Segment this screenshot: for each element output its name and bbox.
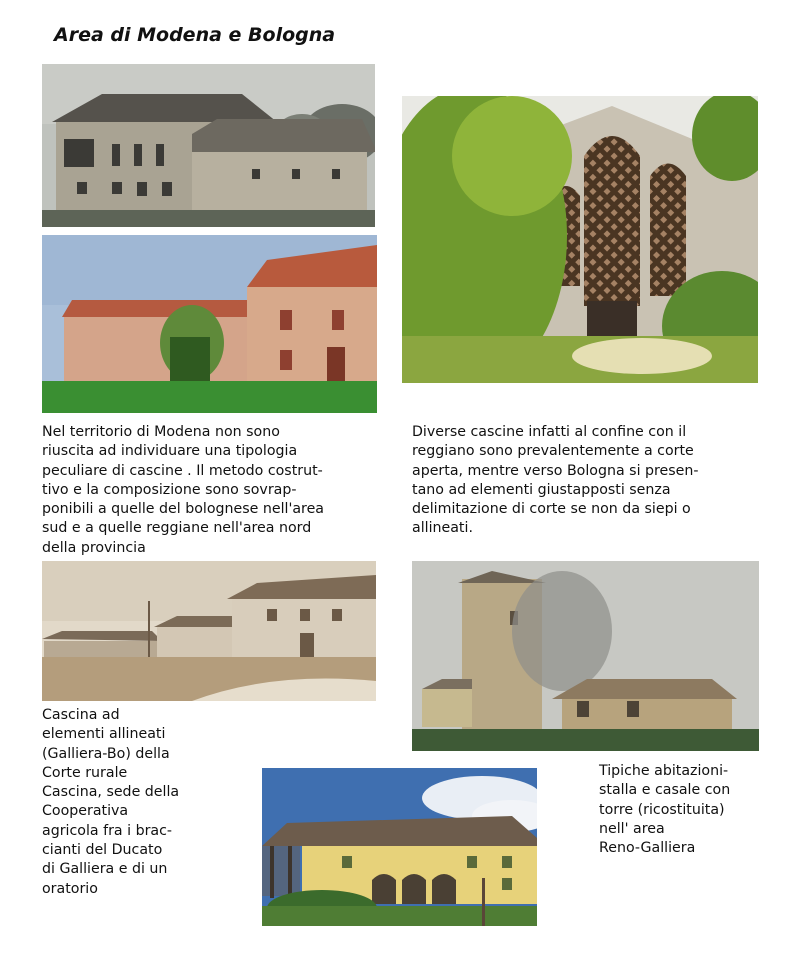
photo-lattice-barn	[402, 96, 758, 383]
text-line: delimitazione di corte se non da siepi o	[412, 501, 691, 518]
text-line: torre (ricostituita)	[599, 801, 725, 818]
photo-sepia-farm	[42, 561, 376, 701]
text-line: della provincia	[42, 539, 146, 556]
text-line: stalla e casale con	[599, 782, 731, 799]
text-line: peculiare di cascine . Il metodo costrut-	[42, 462, 323, 479]
text-reno-galliera	[599, 762, 730, 858]
text-line: ponibili a quelle del bolognese nell'area	[42, 501, 325, 518]
text-line: Reno-Galliera	[599, 840, 696, 857]
text-line: Cascina, sede della	[42, 784, 180, 801]
text-bologna	[412, 423, 699, 539]
text-line: aperta, mentre verso Bologna si presen-	[412, 462, 699, 479]
text-line: Cascina ad	[42, 707, 120, 723]
text-line: oratorio	[42, 880, 98, 897]
text-line: reggiano sono prevalentemente a corte	[412, 443, 694, 460]
text-line: Tipiche abitazioni-	[599, 763, 729, 779]
text-line: di Galliera e di un	[42, 861, 168, 878]
text-line: allineati.	[412, 520, 473, 537]
text-line: tano ad elementi giustapposti senza	[412, 481, 671, 498]
text-line: Diverse cascine infatti al confine con il	[412, 424, 687, 440]
text-line: elementi allineati	[42, 726, 166, 743]
text-line: riuscita ad individuare una tipologia	[42, 443, 298, 460]
text-line: nell' area	[599, 820, 665, 837]
photo-tower-farmhouse	[412, 561, 759, 751]
photo-yellow-cooperative	[262, 768, 537, 926]
text-line: (Galliera-Bo) della	[42, 745, 170, 762]
text-line: Nel territorio di Modena non sono	[42, 424, 280, 440]
photo-brick-farmhouse	[42, 235, 377, 413]
text-line: cianti del Ducato	[42, 842, 163, 859]
text-modena	[42, 423, 324, 558]
photo-stone-barn	[42, 64, 375, 227]
text-galliera	[42, 706, 179, 899]
text-line: tivo e la composizione sono sovrap-	[42, 481, 297, 498]
page-title: Area di Modena e Bologna	[54, 24, 336, 46]
text-line: Cooperativa	[42, 803, 129, 820]
text-line: Corte rurale	[42, 764, 128, 781]
text-line: agricola fra i brac-	[42, 822, 173, 839]
text-line: sud e a quelle reggiane nell'area nord	[42, 520, 312, 537]
